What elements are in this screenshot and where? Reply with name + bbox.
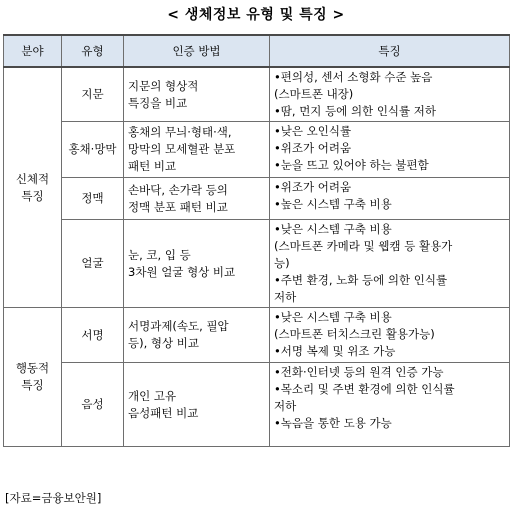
method-cell: 서명과제(속도, 필압 등), 형상 비교: [124, 308, 270, 363]
features-cell: •위조가 어려움 •높은 시스템 구축 비용: [270, 178, 510, 220]
header-row: [4, 35, 510, 67]
table-row: [4, 220, 510, 308]
type-cell: 음성: [62, 363, 124, 447]
table-row: [4, 67, 510, 122]
header-features: 특징: [270, 35, 510, 67]
features-cell: •낮은 시스템 구축 비용 (스마트폰 카메라 및 웹캠 등 활용가 능) •주변 환경, 노화 등에 의한 인식률 저하: [270, 220, 510, 308]
table-row: [4, 178, 510, 220]
type-cell: 서명: [62, 308, 124, 363]
type-cell: 정맥: [62, 178, 124, 220]
category-physical: 신체적 특징: [4, 67, 62, 308]
features-cell: •전화·인터넷 등의 원격 인증 가능 •목소리 및 주변 환경에 의한 인식률 저하 •녹음을 통한 도용 가능: [270, 363, 510, 447]
biometric-table: [3, 34, 510, 447]
source-note: [자료=금융보안원]: [5, 491, 102, 505]
features-cell: •낮은 시스템 구축 비용 (스마트폰 터치스크린 활용가능) •서명 복제 및 위조 가능: [270, 308, 510, 363]
type-cell: 얼굴: [62, 220, 124, 308]
type-cell: 지문: [62, 67, 124, 122]
features-cell: •편의성, 센서 소형화 수준 높음 (스마트폰 내장) •땀, 먼지 등에 의한 인식률 저하: [270, 67, 510, 122]
table-row: [4, 122, 510, 178]
table-row: [4, 308, 510, 363]
method-cell: 손바닥, 손가락 등의 정맥 분포 패턴 비교: [124, 178, 270, 220]
table-row: [4, 363, 510, 447]
features-cell: •낮은 오인식률 •위조가 어려움 •눈을 뜨고 있어야 하는 불편함: [270, 122, 510, 178]
method-cell: 눈, 코, 입 등 3차원 얼굴 형상 비교: [124, 220, 270, 308]
header-type: 유형: [62, 35, 124, 67]
header-method: 인증 방법: [124, 35, 270, 67]
header-category: 분야: [4, 35, 62, 67]
method-cell: 개인 고유 음성패턴 비교: [124, 363, 270, 447]
method-cell: 홍채의 무늬·형태·색, 망막의 모세혈관 분포 패턴 비교: [124, 122, 270, 178]
table-title: < 생체정보 유형 및 특징 >: [167, 7, 345, 23]
category-behavioral: 행동적 특징: [4, 308, 62, 447]
type-cell: 홍채·망막: [62, 122, 124, 178]
method-cell: 지문의 형상적 특징을 비교: [124, 67, 270, 122]
